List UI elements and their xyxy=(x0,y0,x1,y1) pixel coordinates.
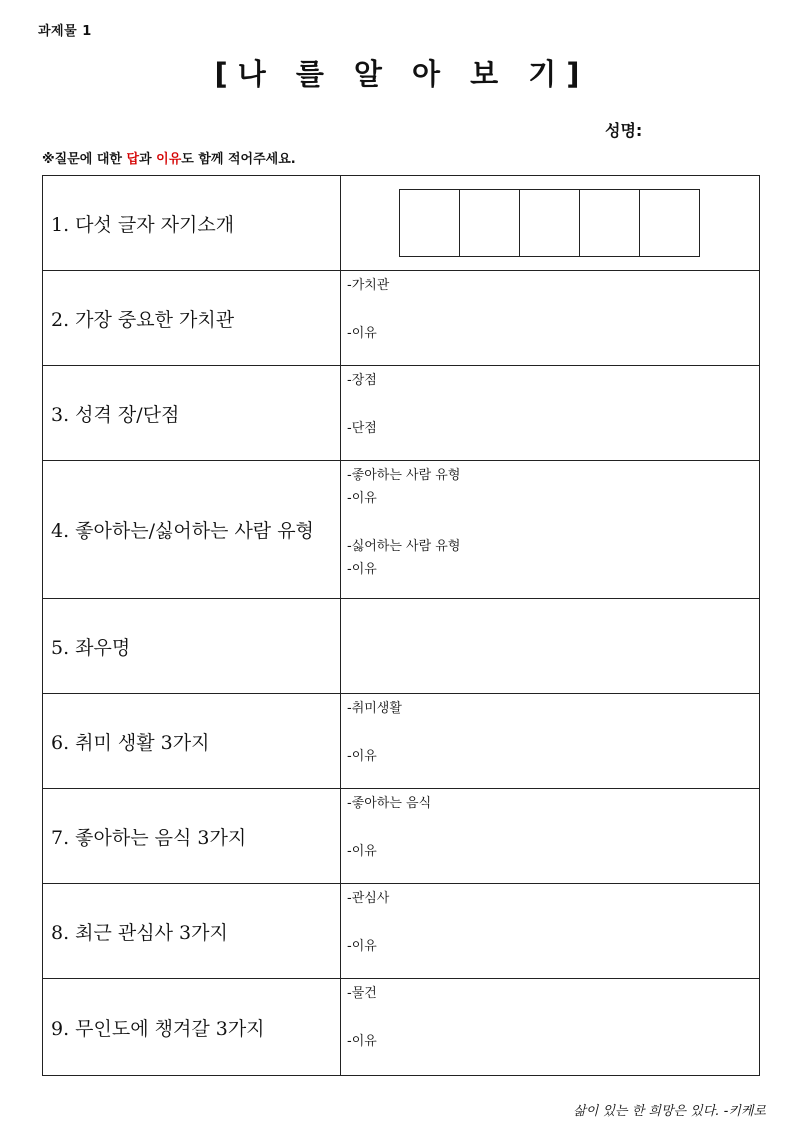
char-box[interactable] xyxy=(399,189,460,257)
question-8: 8. 최근 관심사 3가지 xyxy=(43,884,341,979)
five-char-boxes xyxy=(399,189,700,257)
instruction-prefix: ※질문에 대한 xyxy=(42,152,127,167)
answer-prompt: -이유 xyxy=(347,749,377,764)
answer-cell-9[interactable] xyxy=(341,979,760,1076)
footer-quote: 삶이 있는 한 희망은 있다. -키케로 xyxy=(573,1104,766,1119)
table-row xyxy=(43,694,760,789)
question-5: 5. 좌우명 xyxy=(43,599,341,694)
answer-cell-4[interactable] xyxy=(341,461,760,599)
answer-cell-5[interactable] xyxy=(341,599,760,694)
char-box[interactable] xyxy=(579,189,640,257)
char-box[interactable] xyxy=(459,189,520,257)
instruction-suffix: 도 함께 적어주세요. xyxy=(181,152,296,167)
answer-prompt: -단점 xyxy=(347,421,377,436)
name-label: 성명: xyxy=(605,121,643,140)
answer-prompt: -장점 xyxy=(347,373,377,388)
answer-prompt: -물건 xyxy=(347,986,377,1001)
instruction-text xyxy=(42,148,296,167)
answer-prompt: -이유 xyxy=(347,939,377,954)
answer-prompt: -싫어하는 사람 유형 xyxy=(347,539,461,554)
question-2: 2. 가장 중요한 가치관 xyxy=(43,271,341,366)
answer-cell-6[interactable] xyxy=(341,694,760,789)
answer-prompt: -관심사 xyxy=(347,891,390,906)
table-row xyxy=(43,461,760,599)
answer-prompt: -가치관 xyxy=(347,278,390,293)
question-1: 1. 다섯 글자 자기소개 xyxy=(43,176,341,271)
question-3: 3. 성격 장/단점 xyxy=(43,366,341,461)
char-box[interactable] xyxy=(519,189,580,257)
table-row xyxy=(43,599,760,694)
table-row xyxy=(43,884,760,979)
answer-cell-1[interactable] xyxy=(341,176,760,271)
table-row xyxy=(43,789,760,884)
answer-prompt: -이유 xyxy=(347,326,377,341)
questionnaire-table xyxy=(42,175,760,1076)
question-6: 6. 취미 생활 3가지 xyxy=(43,694,341,789)
page-title: [나 를 알 아 보 기] xyxy=(214,57,590,91)
instruction-highlight-answer: 답 xyxy=(126,152,140,167)
answer-cell-2[interactable] xyxy=(341,271,760,366)
answer-cell-8[interactable] xyxy=(341,884,760,979)
answer-cell-7[interactable] xyxy=(341,789,760,884)
answer-prompt: -좋아하는 음식 xyxy=(347,796,432,811)
table-row xyxy=(43,979,760,1076)
table-row xyxy=(43,176,760,271)
answer-cell-3[interactable] xyxy=(341,366,760,461)
answer-prompt: -이유 xyxy=(347,844,377,859)
instruction-middle: 과 xyxy=(139,152,157,167)
question-9: 9. 무인도에 챙겨갈 3가지 xyxy=(43,979,341,1076)
table-row xyxy=(43,271,760,366)
answer-prompt: -취미생활 xyxy=(347,701,402,716)
answer-prompt: -좋아하는 사람 유형 xyxy=(347,468,461,483)
question-4: 4. 좋아하는/싫어하는 사람 유형 xyxy=(43,461,341,599)
answer-prompt: -이유 xyxy=(347,491,377,506)
question-7: 7. 좋아하는 음식 3가지 xyxy=(43,789,341,884)
table-row xyxy=(43,366,760,461)
assignment-label: 과제물 1 xyxy=(38,24,92,39)
instruction-highlight-reason: 이유 xyxy=(156,152,182,167)
char-box[interactable] xyxy=(639,189,700,257)
answer-prompt: -이유 xyxy=(347,1034,377,1049)
answer-prompt: -이유 xyxy=(347,562,377,577)
